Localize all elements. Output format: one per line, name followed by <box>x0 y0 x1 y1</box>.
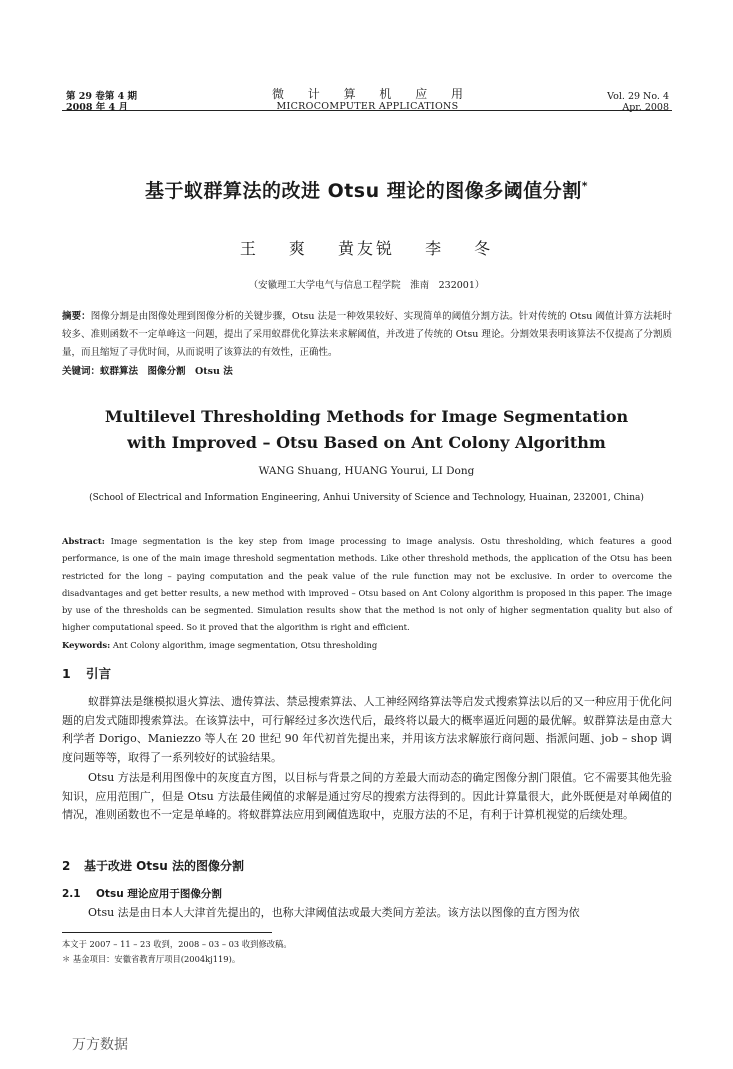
keywords-en-text: Ant Colony algorithm, image segmentation, Otsu thresholding <box>110 640 378 650</box>
volume-cn: 第 29 卷第 4 期 <box>66 91 138 102</box>
section-title: 引言 <box>86 666 112 681</box>
abstract-cn <box>62 308 672 362</box>
keywords-en-label: Keywords: <box>62 640 111 650</box>
title-en <box>0 404 733 456</box>
journal-name-cn: 微 计 算 机 应 用 <box>271 87 474 101</box>
abstract-en-text: Image segmentation is the key step from image processing to image analysis. Ostu thresholding, which features a good performance, is one of the main image threshold segmentation methods. Like other threshold methods, the application of the Otsu has been restricted for the long – paying computation and the peak value of the rule function may not be exclusive. In order to overcome the disadvantages and get better results, a new method with improved – Otsu based on Ant Colony algorithm is proposed in this paper. The image by use of the thresholds can be segmented. Simulation results show that the method is not only of higher segmentation quality but also of higher computational speed. So it proved that the algorithm is right and efficient. <box>62 536 672 633</box>
section-heading-1 <box>62 664 111 682</box>
keywords-cn-label: 关键词： <box>62 366 101 377</box>
affiliation-cn: （安徽理工大学电气与信息工程学院 淮南 232001） <box>248 280 485 291</box>
subsection-number: 2.1 <box>62 888 81 900</box>
keywords-en <box>62 640 672 650</box>
subsection-title: Otsu 理论应用于图像分割 <box>96 888 222 900</box>
abstract-en <box>62 533 672 637</box>
abstract-cn-label: 摘要： <box>62 311 91 322</box>
footnote-funding: ＊ 基金项目：安徽省教育厅项目(2004kj119)。 <box>62 954 241 964</box>
footnote-received: 本文于 2007 – 11 – 23 收到，2008 – 03 – 03 收到修改稿。 <box>62 939 292 949</box>
date-en: Apr. 2008 <box>622 102 669 113</box>
journal-name-en: MICROCOMPUTER APPLICATIONS <box>276 101 459 112</box>
volume-en: Vol. 29 No. 4 <box>607 91 669 102</box>
journal-name <box>260 88 475 112</box>
authors-en: WANG Shuang, HUANG Yourui, LI Dong <box>258 465 475 477</box>
watermark-text: 万方数据 <box>72 1037 128 1053</box>
title-en-line1: Multilevel Thresholding Methods for Image Segmentation <box>104 407 629 426</box>
section-number: 2 <box>62 859 71 873</box>
keywords-cn <box>62 363 672 377</box>
authors-cn: 王 爽 黄友锐 李 冬 <box>239 239 494 258</box>
paragraph-2: Otsu 方法是利用图像中的灰度直方图，以目标与背景之间的方差最大而动态的确定图像分割门限值。它不需要其他先验知识，应用范围广，但是 Otsu 方法最佳阈值的求解是通过穷尽的搜索方法得到的。因此计算量很大，此外既便是对单阈值的情况，准则函数也不一定是单峰的。将蚁群算法应用到阈值选取中，克服方法的不足，有利于计算机视觉的后续处理。 <box>62 771 672 822</box>
title-cn <box>0 176 733 203</box>
footnote-rule <box>62 932 272 933</box>
section-title: 基于改进 Otsu 法的图像分割 <box>84 859 244 873</box>
title-en-line2: with Improved – Otsu Based on Ant Colony Algorithm <box>127 433 606 452</box>
date-cn: 2008 年 4 月 <box>66 102 128 113</box>
section-heading-2 <box>62 857 244 874</box>
paragraph-1: 蚁群算法是继模拟退火算法、遗传算法、禁忌搜索算法、人工神经网络算法等启发式搜索算法以后的又一种应用于优化问题的启发式随即搜索算法。在该算法中，可行解经过多次迭代后，最终将以最大的概率逼近问题的最优解。蚁群算法是由意大利学者 Dorigo、Maniezzo 等人在 20 世纪 90 年代初首先提出来，并用该方法求解旅行商问题、指派问题、job – shop 调度问题等等，取得了一系列较好的试验结果。 <box>62 695 672 764</box>
section-number: 1 <box>62 666 71 681</box>
paragraph-3: Otsu 法是由日本人大津首先提出的，也称大津阈值法或最大类间方差法。该方法以图像的直方图为依 <box>88 906 580 919</box>
subsection-heading-2-1 <box>62 886 222 901</box>
affiliation-en: (School of Electrical and Information Engineering, Anhui University of Science and Technology, Huainan, 232001, China) <box>89 493 644 503</box>
title-cn-text: 基于蚁群算法的改进 Otsu 理论的图像多阈值分割 <box>144 180 582 202</box>
abstract-cn-text: 图像分割是由图像处理到图像分析的关键步骤，Otsu 法是一种效果较好、实现简单的阈值分割方法。针对传统的 Otsu 阈值计算方法耗时较多、准则函数不一定单峰这一问题，提出了采用蚁群优化算法来求解阈值，并改进了传统的 Otsu 理论。分割效果表明该算法不仅提高了分割质量，而且缩短了寻优时间，从而说明了该算法的有效性，正确性。 <box>62 311 672 358</box>
keywords-cn-text: 蚁群算法 图像分割 Otsu 法 <box>100 366 233 377</box>
abstract-en-label: Abstract: <box>62 536 105 546</box>
header-rule <box>62 110 672 111</box>
title-footnote-mark: * <box>581 179 589 193</box>
